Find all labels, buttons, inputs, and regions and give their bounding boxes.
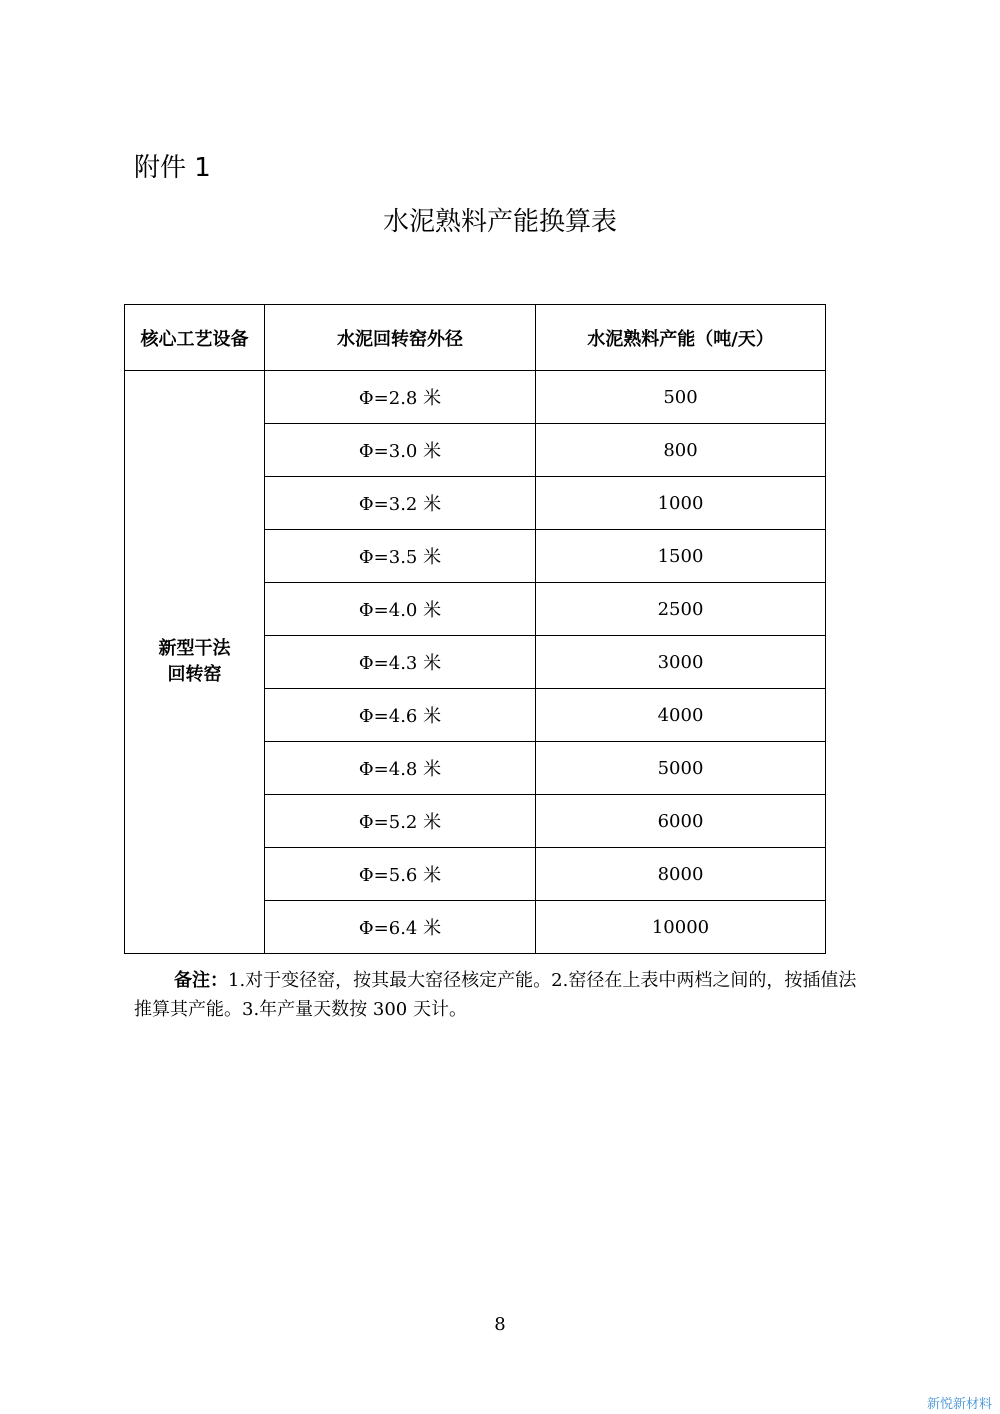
capacity-cell: 800: [536, 424, 826, 477]
capacity-cell: 3000: [536, 636, 826, 689]
note-label: 备注：: [174, 970, 228, 991]
diameter-cell: Φ=3.0 米: [265, 424, 536, 477]
diameter-cell: Φ=3.2 米: [265, 477, 536, 530]
page-number: 8: [494, 1314, 506, 1335]
diameter-cell: Φ=5.2 米: [265, 795, 536, 848]
attachment-label: 附件 1: [134, 153, 211, 183]
table-note: [134, 966, 874, 1024]
equipment-name-line1: 新型干法: [158, 638, 231, 659]
capacity-cell: 8000: [536, 848, 826, 901]
capacity-cell: 1000: [536, 477, 826, 530]
table-row: [125, 371, 826, 424]
diameter-cell: Φ=4.3 米: [265, 636, 536, 689]
column-header-diameter: 水泥回转窑外径: [265, 305, 536, 371]
note-text: 1.对于变径窑，按其最大窑径核定产能。2.窑径在上表中两档之间的，按插值法推算其产能。3.年产量天数按 300 天计。: [134, 970, 857, 1020]
diameter-cell: Φ=4.6 米: [265, 689, 536, 742]
table-header-row: [125, 305, 826, 371]
equipment-name-line2: 回转窑: [167, 664, 222, 685]
capacity-cell: 10000: [536, 901, 826, 954]
diameter-cell: Φ=2.8 米: [265, 371, 536, 424]
capacity-cell: 6000: [536, 795, 826, 848]
capacity-cell: 1500: [536, 530, 826, 583]
diameter-cell: Φ=6.4 米: [265, 901, 536, 954]
capacity-cell: 5000: [536, 742, 826, 795]
diameter-cell: Φ=3.5 米: [265, 530, 536, 583]
capacity-cell: 2500: [536, 583, 826, 636]
capacity-conversion-table: [124, 304, 826, 954]
diameter-cell: Φ=4.0 米: [265, 583, 536, 636]
equipment-cell: [125, 371, 265, 954]
column-header-capacity: 水泥熟料产能（吨/天）: [536, 305, 826, 371]
column-header-equipment: 核心工艺设备: [125, 305, 265, 371]
capacity-cell: 4000: [536, 689, 826, 742]
document-title: 水泥熟料产能换算表: [382, 207, 617, 237]
capacity-cell: 500: [536, 371, 826, 424]
watermark-text: 新悦新材料: [926, 1397, 992, 1412]
diameter-cell: Φ=5.6 米: [265, 848, 536, 901]
diameter-cell: Φ=4.8 米: [265, 742, 536, 795]
